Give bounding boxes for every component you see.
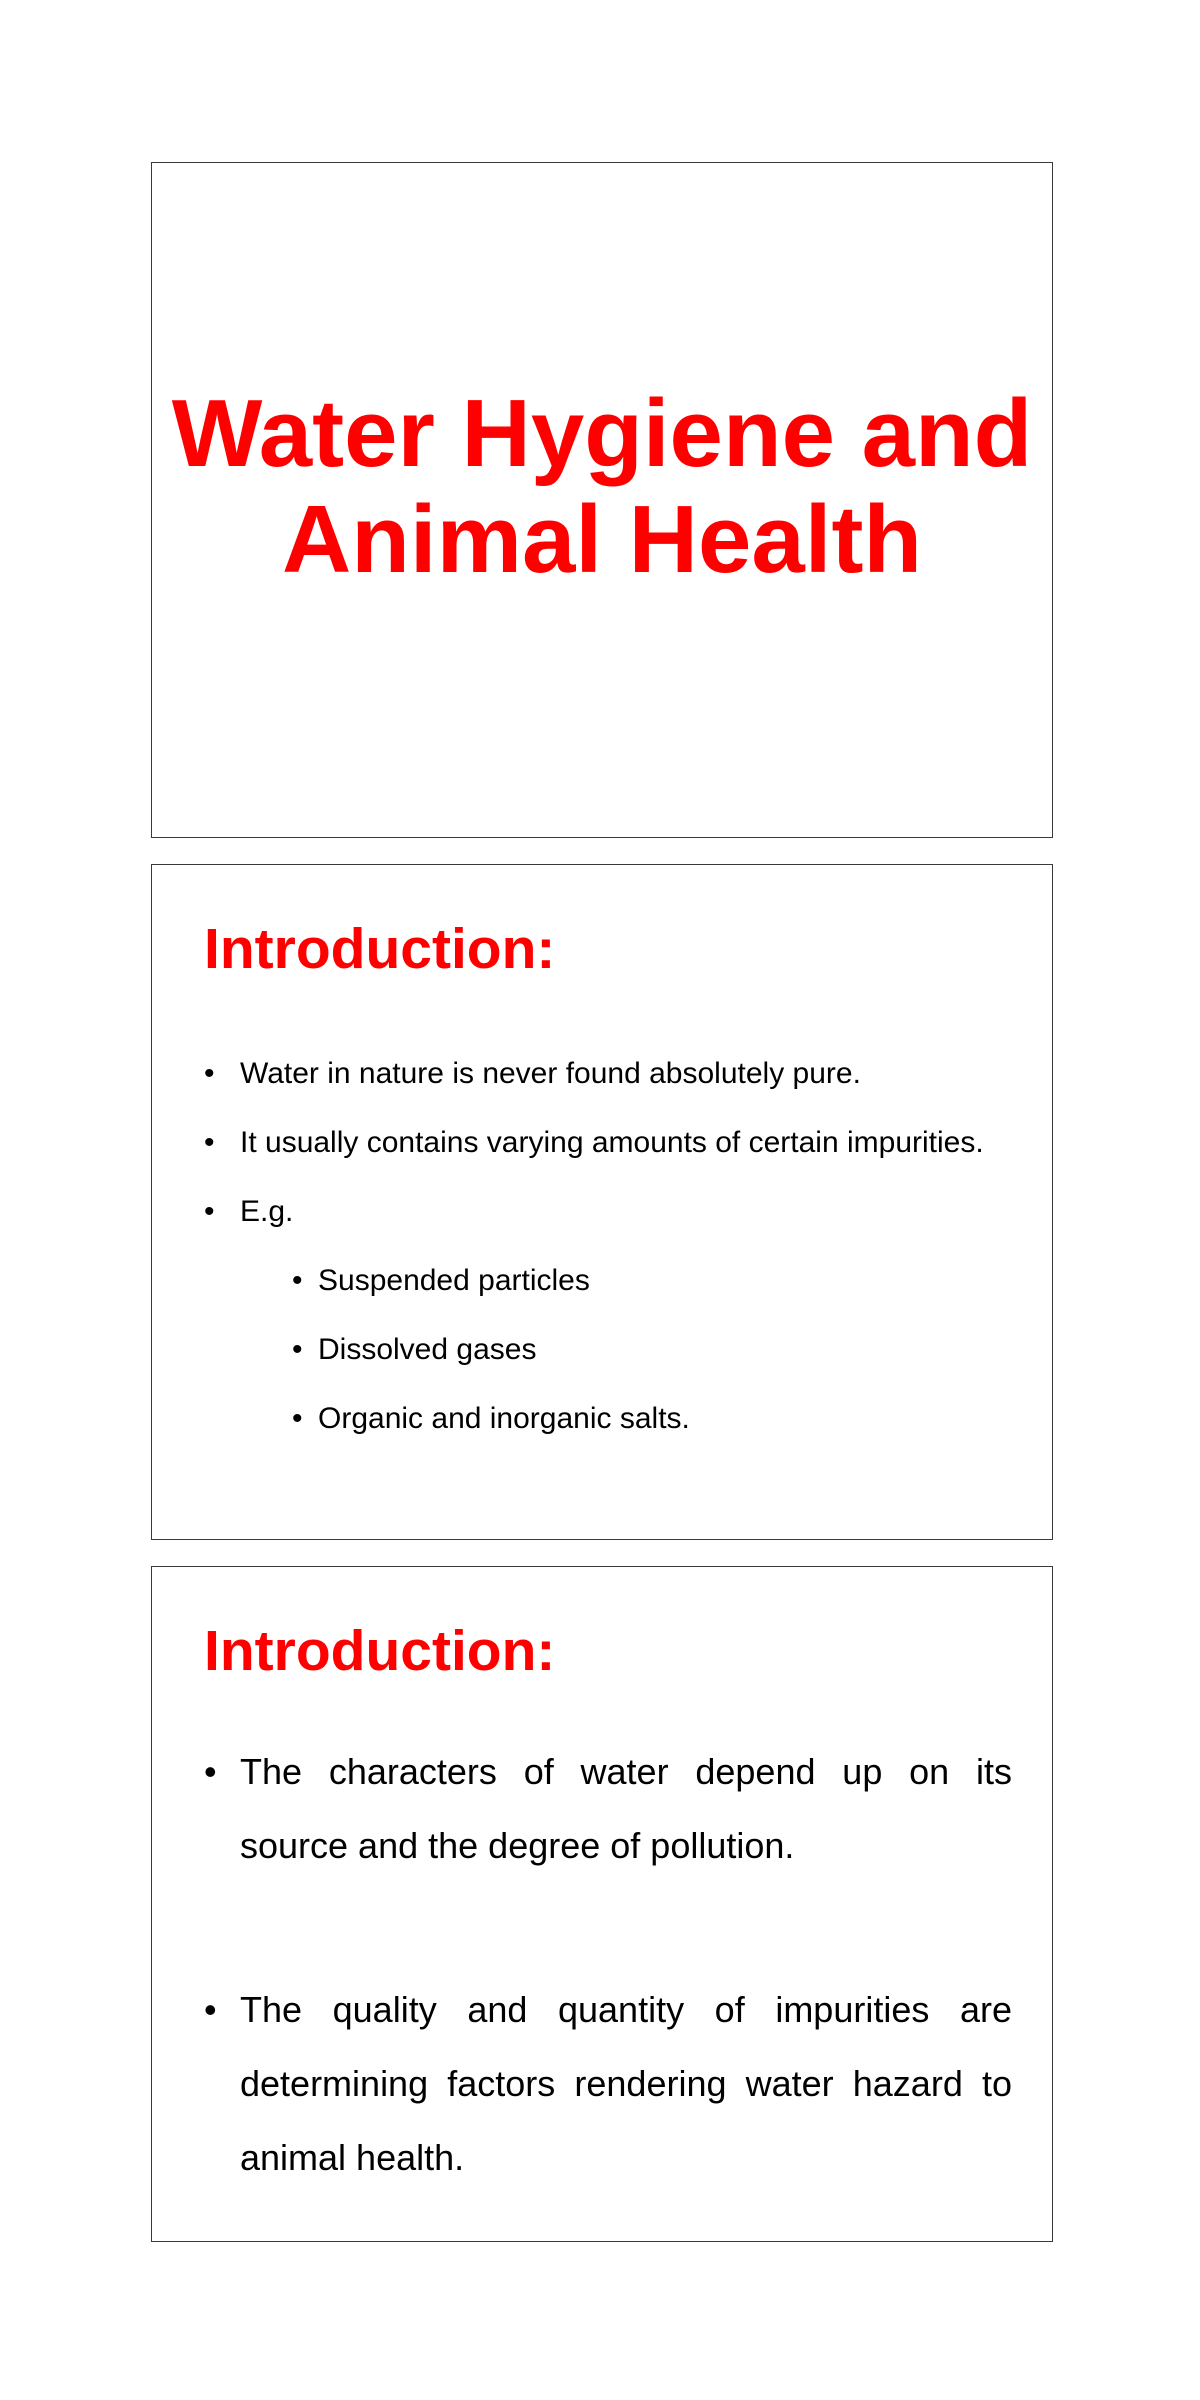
bullet-icon: • xyxy=(204,1057,215,1090)
bullet-icon: • xyxy=(204,1126,215,1159)
list-item xyxy=(204,1177,1012,1246)
bullet-icon: • xyxy=(292,1264,303,1297)
bullet-list xyxy=(204,1735,1012,2195)
sub-list-item xyxy=(204,1315,1012,1384)
bullet-icon: • xyxy=(204,1989,217,2030)
bullet-icon: • xyxy=(292,1333,303,1366)
presentation-title: Water Hygiene and Animal Health xyxy=(171,380,1033,593)
introduction-slide-1 xyxy=(151,864,1053,1540)
sub-bullet-text: Dissolved gases xyxy=(318,1333,537,1366)
bullet-text: E.g. xyxy=(240,1195,294,1228)
title-slide xyxy=(151,162,1053,838)
slide-heading: Introduction: xyxy=(204,1619,556,1683)
list-item xyxy=(204,1973,1012,2195)
bullet-text: The quality and quantity of impurities are determining factors rendering water hazard to animal health. xyxy=(240,1989,1012,2178)
slide-heading: Introduction: xyxy=(204,917,556,981)
sub-bullet-text: Organic and inorganic salts. xyxy=(318,1402,690,1435)
sub-list-item xyxy=(204,1384,1012,1453)
bullet-text: It usually contains varying amounts of certain impurities. xyxy=(240,1126,984,1159)
bullet-text: Water in nature is never found absolutely pure. xyxy=(240,1057,861,1090)
bullet-list xyxy=(204,1039,1012,1453)
list-item xyxy=(204,1735,1012,1883)
bullet-icon: • xyxy=(204,1751,217,1792)
bullet-icon: • xyxy=(292,1402,303,1435)
bullet-text: The characters of water depend up on its source and the degree of pollution. xyxy=(240,1751,1012,1866)
list-item xyxy=(204,1108,1012,1177)
list-item xyxy=(204,1039,1012,1108)
sub-list-item xyxy=(204,1246,1012,1315)
sub-bullet-text: Suspended particles xyxy=(318,1264,590,1297)
bullet-icon: • xyxy=(204,1195,215,1228)
introduction-slide-2 xyxy=(151,1566,1053,2242)
